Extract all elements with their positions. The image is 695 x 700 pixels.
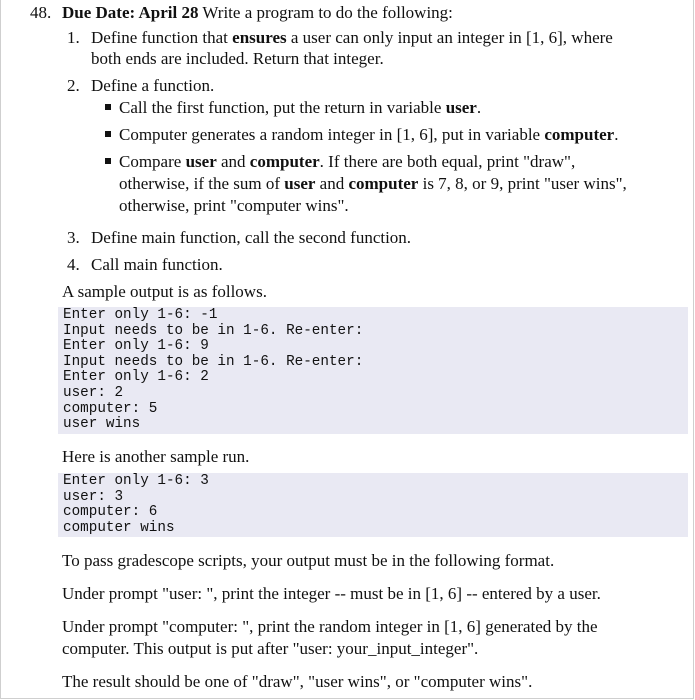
bullet-3-text-post: . If there are both equal, print "draw",	[319, 152, 576, 171]
step-4-number: 4.	[67, 255, 80, 274]
bullet-3-line-2-post: is 7, 8, or 9, print "user wins",	[418, 174, 627, 193]
step-1-number: 1.	[67, 28, 80, 47]
code-line: user: 3	[63, 488, 124, 505]
code-line: Enter only 1-6: -1	[63, 307, 218, 323]
bullet-1-bold: user	[445, 98, 477, 117]
bullet-3-line-1	[119, 151, 575, 173]
code-line: user: 2	[63, 385, 124, 401]
step-3-text: Define main function, call the second function.	[91, 228, 412, 247]
bullet-3-line-2-bold-computer: computer	[348, 174, 419, 193]
code-line: computer: 5	[63, 400, 158, 417]
problem-header	[62, 2, 453, 24]
code-line: user wins	[63, 416, 141, 433]
code-line: computer wins	[63, 519, 175, 536]
code-line: Input needs to be in 1-6. Re-enter:	[63, 322, 364, 339]
sample-2-intro: Here is another sample run.	[62, 447, 250, 466]
bullet-icon	[105, 104, 111, 110]
note-computer-prompt-line-1: Under prompt "computer: ", print the random integer in [1, 6] generated by the	[62, 617, 598, 636]
bullet-1-post: .	[476, 98, 482, 117]
note-result: The result should be one of "draw", "user wins", or "computer wins".	[62, 672, 533, 691]
problem-intro: Write a program to do the following:	[202, 3, 453, 22]
bullet-3-text: Compare	[119, 152, 186, 171]
bullet-1-text: Call the first function, put the return in variable	[119, 98, 446, 117]
step-4-text: Call main function.	[91, 255, 223, 274]
step-1-line-1	[91, 27, 613, 49]
bullet-3-bold-computer: computer	[249, 152, 320, 171]
step-1-line-2: both ends are included. Return that integer.	[91, 49, 384, 68]
code-line: computer: 6	[63, 504, 158, 521]
step-2-number: 2.	[67, 76, 80, 95]
step-1-text-post: a user can only input an integer in [1, 6], where	[286, 28, 613, 47]
code-line: Enter only 1-6: 3	[63, 473, 209, 489]
note-computer-prompt-line-2: computer. This output is put after "user: your_input_integer".	[62, 639, 479, 658]
bullet-3-line-2-text: otherwise, if the sum of	[119, 174, 285, 193]
bullet-2-bold: computer	[544, 125, 615, 144]
bullet-3-text-mid: and	[216, 152, 250, 171]
step-1-text: Define function that	[91, 28, 233, 47]
note-format: To pass gradescope scripts, your output must be in the following format.	[62, 551, 555, 570]
sample-output-1	[58, 307, 688, 434]
problem-number: 48.	[30, 3, 52, 22]
sample-output-2	[58, 473, 688, 537]
bullet-3-line-2-mid: and	[315, 174, 349, 193]
bullet-3-line-3: otherwise, print "computer wins".	[119, 196, 349, 215]
bullet-icon	[105, 158, 111, 164]
bullet-3-line-2	[119, 173, 627, 195]
due-date: Due Date: April 28	[62, 3, 199, 22]
note-user-prompt: Under prompt "user: ", print the integer -- must be in [1, 6] -- entered by a user.	[62, 584, 601, 603]
step-2-text: Define a function.	[91, 76, 215, 95]
code-line: Enter only 1-6: 2	[63, 369, 209, 386]
bullet-3-line-2-bold-user: user	[284, 174, 316, 193]
bullet-icon	[105, 131, 111, 137]
bullet-2-text: Computer generates a random integer in [1, 6], put in variable	[119, 125, 545, 144]
step-3-number: 3.	[67, 228, 80, 247]
bullet-2	[119, 124, 618, 146]
bullet-3-bold-user: user	[185, 152, 217, 171]
code-line: Enter only 1-6: 9	[63, 338, 209, 355]
step-1-bold: ensures	[232, 28, 287, 47]
bullet-2-post: .	[614, 125, 619, 144]
sample-1-intro: A sample output is as follows.	[62, 282, 267, 301]
bullet-1	[119, 97, 481, 119]
code-line: Input needs to be in 1-6. Re-enter:	[63, 353, 364, 370]
